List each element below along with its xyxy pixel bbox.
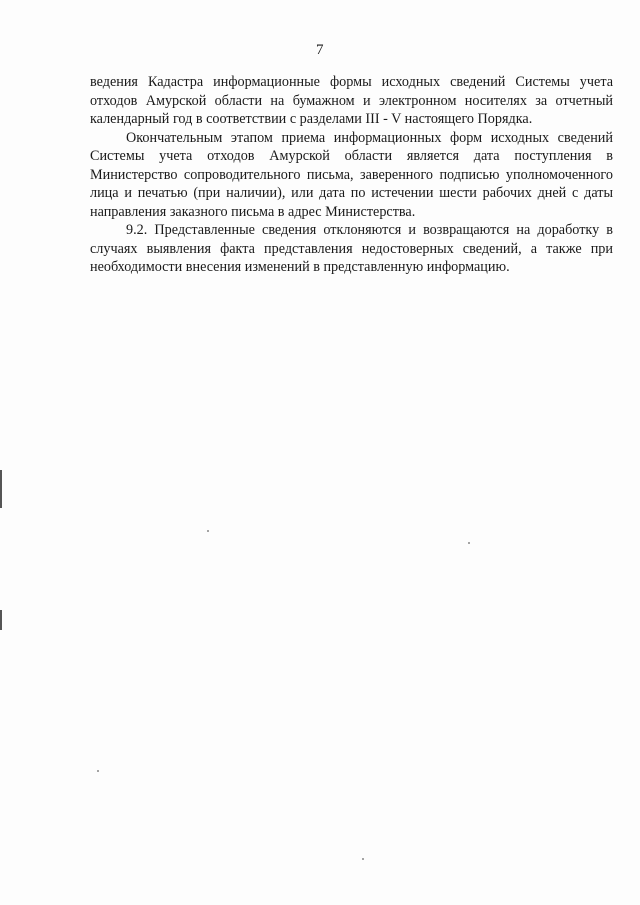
paragraph-continuation: ведения Кадастра информационные формы исходных сведений Системы учета отходов Амурской области на бумажном и электронном носителях за отчетный календарный год в соответствии с разделами III - V настоящего Порядка. — [90, 74, 613, 127]
scan-speck — [207, 530, 209, 532]
scan-edge-mark — [0, 470, 2, 508]
scan-speck — [97, 770, 99, 772]
scan-speck — [362, 858, 364, 860]
page-number: 7 — [316, 42, 324, 58]
body-text — [90, 73, 613, 277]
paragraph-clause-9-2: 9.2. Представленные сведения отклоняются и возвращаются на доработку в случаях выявления факта представления недостоверных сведений, а также при необходимости внесения изменений в представленную информацию. — [90, 222, 613, 275]
scan-speck — [468, 542, 470, 544]
scan-edge-mark — [0, 610, 2, 630]
paragraph-final-stage: Окончательным этапом приема информационных форм исходных сведений Системы учета отходов Амурской области является дата поступления в Министерство сопроводительного письма, заверенного подписью уполномоченного лица и печатью (при наличии), или дата по истечении шести рабочих дней с даты направления заказного письма в адрес Министерства. — [90, 129, 613, 220]
